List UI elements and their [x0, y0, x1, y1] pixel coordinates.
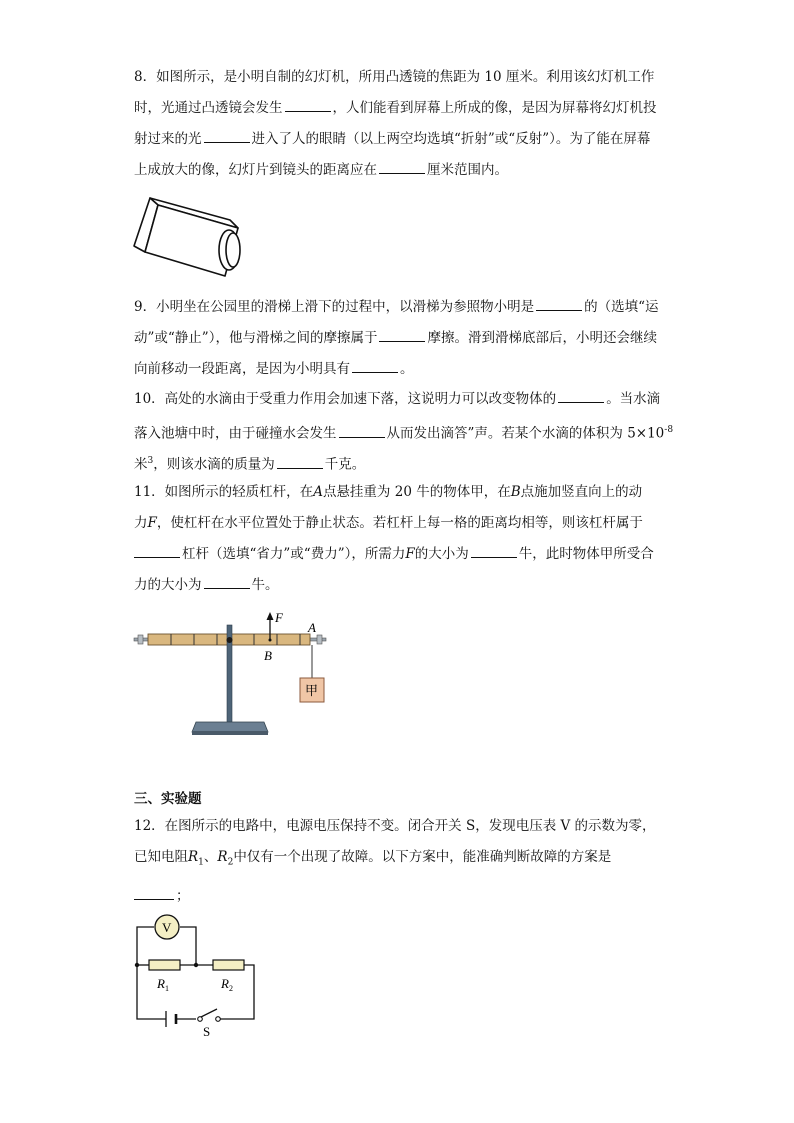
- force-arrow-head: [267, 612, 274, 620]
- point-a-label: A: [308, 620, 316, 635]
- answer-blank[interactable]: [277, 455, 323, 469]
- lever-figure: [134, 610, 334, 740]
- circuit-wire-left-bottom: [137, 965, 166, 1019]
- resistor-r1: [149, 960, 180, 970]
- q9-line-3: 向前移动一段距离，是因为小明具有 。: [134, 361, 414, 377]
- q9-line-1: 9．小明坐在公园里的滑梯上滑下的过程中，以滑梯为参照物小明是 的（选填“运: [134, 299, 659, 315]
- q8-line-1: 8．如图所示，是小明自制的幻灯机，所用凸透镜的焦距为 10 厘米。利用该幻灯机工作: [134, 69, 655, 85]
- q8-line-4: 上成放大的像，幻灯片到镜头的距离应在 厘米范围内。: [134, 162, 508, 178]
- q8-line-2: 时，光通过凸透镜会发生 ，人们能看到屏幕上所成的像，是因为屏幕将幻灯机投: [134, 100, 657, 116]
- junction-left: [135, 963, 139, 967]
- q12-line-2: 已知电阻$R_1$、$R_2$中仅有一个出现了故障。以下方案中，能准确判断故障的方案是: [134, 849, 612, 868]
- answer-blank[interactable]: [379, 160, 425, 174]
- question-10: [134, 384, 674, 477]
- resistor-r2: [213, 960, 244, 970]
- circuit-wire-top: [137, 927, 154, 965]
- weight-label: 甲: [305, 683, 319, 698]
- q11-line-4: 力的大小为 牛。: [134, 577, 279, 593]
- answer-blank[interactable]: [204, 575, 250, 589]
- projector-lens-inner: [226, 233, 240, 267]
- answer-blank[interactable]: [339, 424, 385, 438]
- answer-blank[interactable]: [536, 297, 582, 311]
- q9-line-2: 动”或“静止”），他与滑梯之间的摩擦属于 摩擦。滑到滑梯底部后，小明还会继续: [134, 330, 657, 346]
- circuit-wire-right: [218, 965, 254, 1019]
- circuit-wire-top-right: [180, 927, 196, 965]
- circuit-figure: [130, 912, 265, 1042]
- exponent: -8: [664, 425, 674, 435]
- switch-contact: [216, 1017, 221, 1022]
- force-label: F: [275, 610, 283, 625]
- section-heading: 三、实验题: [134, 791, 202, 807]
- exponent: 3: [147, 456, 154, 466]
- r1-label: $R_1$: [157, 976, 169, 993]
- q11-line-3: 杠杆（选填“省力”或“费力”），所需力F的大小为 牛，此时物体甲所受合: [134, 539, 664, 570]
- stand-base-bottom: [192, 731, 268, 735]
- stand-base: [192, 722, 268, 732]
- answer-blank[interactable]: [379, 328, 425, 342]
- projector-figure: [130, 190, 250, 280]
- q11-line-2: 力F，使杠杆在水平位置处于静止状态。若杠杆上每一格的距离均相等，则该杠杆属于: [134, 515, 643, 531]
- question-11: [134, 477, 664, 601]
- q12-line-3: ；: [134, 881, 664, 912]
- question-9: [134, 292, 664, 385]
- answer-blank[interactable]: [204, 129, 250, 143]
- voltmeter-label: V: [162, 920, 172, 935]
- q10-line-3: 米$^3$，则该水滴的质量为 千克。: [134, 456, 366, 473]
- question-12: [134, 811, 664, 912]
- junction-middle: [194, 963, 198, 967]
- lever-end-left: [138, 635, 143, 644]
- answer-blank[interactable]: [134, 886, 174, 900]
- q10-line-1: 10．高处的水滴由于受重力作用会加速下落，这说明力可以改变物体的 。当水滴: [134, 391, 661, 407]
- answer-blank[interactable]: [285, 98, 331, 112]
- answer-blank[interactable]: [134, 544, 180, 558]
- question-8: [134, 62, 664, 186]
- switch-label: S: [203, 1024, 211, 1039]
- lever-end-right: [317, 635, 322, 644]
- q10-line-2: 落入池塘中时，由于碰撞水会发生 从而发出滴答”声。若某个水滴的体积为 $5\times 10^{-8}$: [134, 425, 674, 442]
- point-b-dot: [269, 639, 272, 642]
- q11-line-1: 11．如图所示的轻质杠杆，在A点悬挂重为 20 牛的物体甲，在B点施加竖直向上的动: [134, 484, 643, 500]
- r2-label: $R_2$: [221, 976, 233, 993]
- q8-line-3: 射过来的光 进入了人的眼睛（以上两空均选填“折射”或“反射”）。为了能在屏幕: [134, 131, 651, 147]
- answer-blank[interactable]: [471, 544, 517, 558]
- point-b-label: B: [264, 648, 272, 663]
- answer-blank[interactable]: [352, 359, 398, 373]
- pivot-point: [227, 637, 233, 643]
- switch-blade: [201, 1009, 217, 1017]
- q12-line-1: 12．在图所示的电路中，电源电压保持不变。闭合开关 S，发现电压表 V 的示数为零，: [134, 818, 656, 834]
- answer-blank[interactable]: [558, 389, 604, 403]
